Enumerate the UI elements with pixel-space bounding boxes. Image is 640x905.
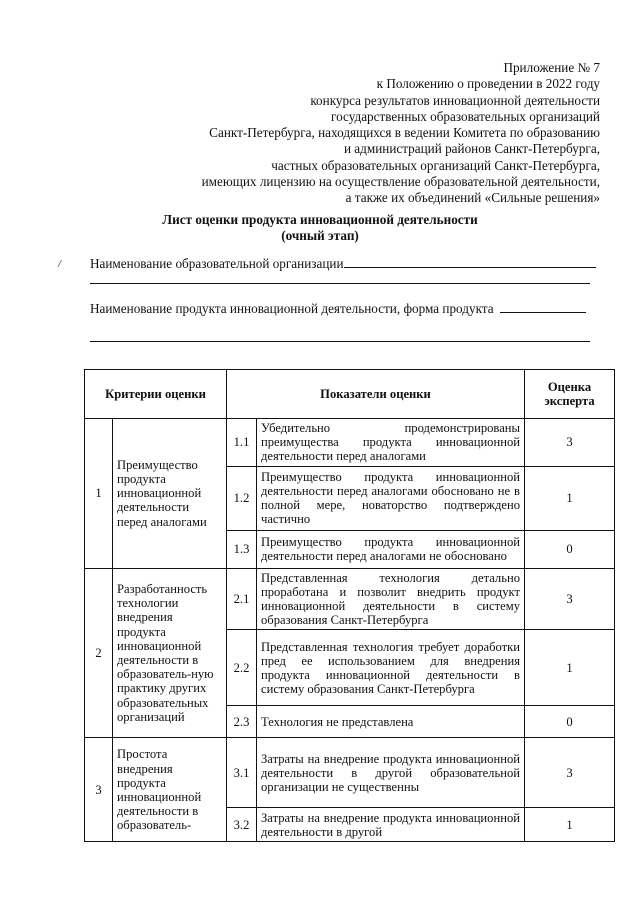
header-score: Оценка эксперта (525, 370, 615, 419)
appendix-line: Санкт-Петербурга, находящихся в ведении Комитета по образованию (209, 125, 600, 141)
expert-score: 1 (525, 466, 615, 530)
indicator-number: 3.2 (227, 808, 257, 842)
indicator-text: Технология не представлена (257, 706, 525, 738)
indicator-number: 2.1 (227, 568, 257, 630)
margin-mark: / (58, 258, 62, 270)
organization-continuation-line (90, 283, 590, 284)
appendix-line: и администраций районов Санкт-Петербурга, (343, 141, 600, 157)
indicator-number: 2.3 (227, 706, 257, 738)
product-continuation-line (90, 341, 590, 342)
evaluation-table (84, 369, 615, 842)
indicator-number: 3.1 (227, 738, 257, 808)
table-row (85, 419, 615, 467)
organization-field (90, 255, 596, 272)
organization-label: Наименование образовательной организации (90, 256, 344, 271)
header-indicators: Показатели оценки (227, 370, 525, 419)
product-label: Наименование продукта инновационной деятельности, форма продукта (90, 301, 494, 316)
title-line-1: Лист оценки продукта инновационной деятельности (162, 212, 478, 227)
indicator-text: Представленная технология требует доработки пред ее использованием для внедрения продукта инновационной деятельности в систему образования Санкт-Петербурга (257, 630, 525, 706)
indicator-number: 2.2 (227, 630, 257, 706)
indicator-text: Представленная технология детально проработана и позволит внедрить продукт инновационной деятельности в систему образования Санкт-Петербурга (257, 568, 525, 630)
table-row (85, 738, 615, 808)
criterion-name: Разработанность технологии внедрения продукта инновационной деятельности в образователь-ную практику других образовательных организаций (113, 568, 227, 738)
criterion-name: Преимущество продукта инновационной деятельности перед аналогами (113, 419, 227, 569)
criterion-name: Простота внедрения продукта инновационной деятельности в образователь- (113, 738, 227, 842)
appendix-line: Приложение № 7 (503, 60, 600, 75)
title-line-2: (очный этап) (281, 228, 359, 243)
appendix-line: конкурса результатов инновационной деятельности (310, 92, 600, 108)
organization-blank-line (344, 255, 596, 268)
criterion-number: 2 (85, 568, 113, 738)
table-header-row (85, 370, 615, 419)
criterion-number: 3 (85, 738, 113, 842)
indicator-number: 1.1 (227, 419, 257, 467)
document-title (0, 212, 640, 244)
indicator-text: Затраты на внедрение продукта инновационной деятельности в другой (257, 808, 525, 842)
header-criteria: Критерии оценки (85, 370, 227, 419)
expert-score: 0 (525, 706, 615, 738)
indicator-number: 1.3 (227, 530, 257, 568)
product-blank-line (500, 300, 586, 313)
appendix-line: имеющих лицензию на осуществление образовательной деятельности, (201, 174, 600, 190)
appendix-line: а также их объединений «Сильные решения» (345, 190, 600, 206)
indicator-number: 1.2 (227, 466, 257, 530)
expert-score: 1 (525, 630, 615, 706)
appendix-line: частных образовательных организаций Санкт-Петербурга, (271, 157, 600, 173)
indicator-text: Преимущество продукта инновационной деятельности перед аналогами обосновано не в полной мере, новаторство подтверждено частично (257, 466, 525, 530)
indicator-text: Убедительно продемонстрированы преимущества продукта инновационной деятельности перед аналогами (257, 419, 525, 467)
expert-score: 3 (525, 738, 615, 808)
expert-score: 1 (525, 808, 615, 842)
indicator-text: Затраты на внедрение продукта инновационной деятельности в другой образовательной организации не существенны (257, 738, 525, 808)
expert-score: 3 (525, 419, 615, 467)
criterion-number: 1 (85, 419, 113, 569)
indicator-text: Преимущество продукта инновационной деятельности перед аналогами не обосновано (257, 530, 525, 568)
product-field (90, 300, 586, 317)
appendix-line: государственных образовательных организаций (331, 108, 600, 124)
expert-score: 3 (525, 568, 615, 630)
expert-score: 0 (525, 530, 615, 568)
appendix-header (130, 60, 600, 207)
appendix-line: к Положению о проведении в 2022 году (376, 76, 600, 92)
table-row (85, 568, 615, 630)
